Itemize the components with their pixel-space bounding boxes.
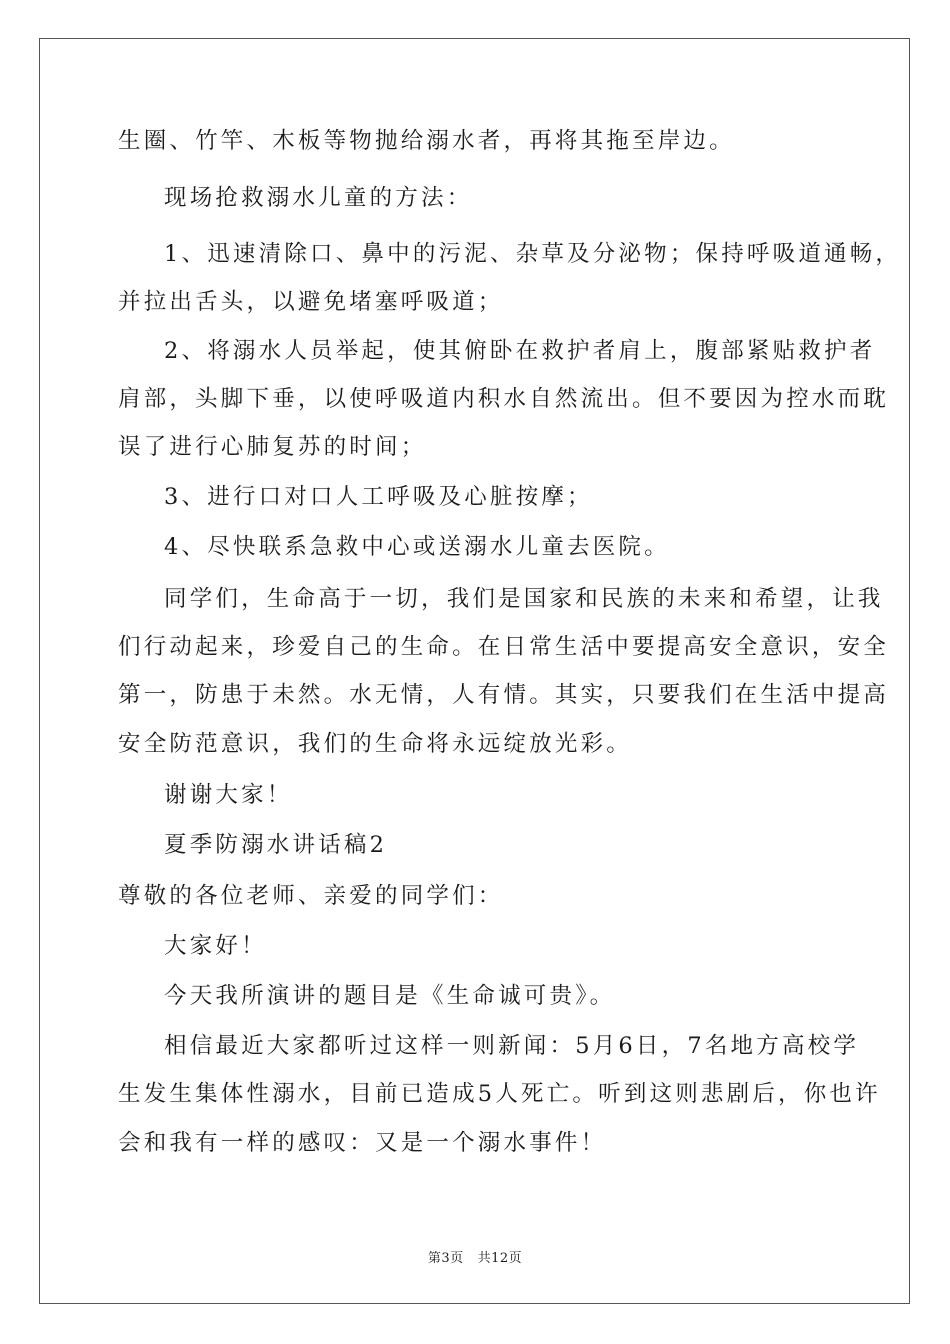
body-line: 们行动起来，珍爱自己的生命。在日常生活中要提高安全意识，安全 xyxy=(118,634,890,660)
page-border xyxy=(39,38,910,1304)
body-line: 生发生集体性溺水，目前已造成5人死亡。听到这则悲剧后，你也许 xyxy=(118,1081,881,1107)
body-line: 生圈、竹竿、木板等物抛给溺水者，再将其拖至岸边。 xyxy=(118,128,735,154)
section-heading: 夏季防溺水讲话稿2 xyxy=(164,832,388,858)
body-line: 安全防范意识，我们的生命将永远绽放光彩。 xyxy=(118,731,633,757)
total-pages: 共12页 xyxy=(477,1251,523,1266)
page-footer xyxy=(0,1247,950,1266)
body-line: 会和我有一样的感叹：又是一个溺水事件！ xyxy=(118,1130,607,1156)
body-line: 1、迅速清除口、鼻中的污泥、杂草及分泌物；保持呼吸道通畅， xyxy=(164,241,902,267)
body-line: 现场抢救溺水儿童的方法： xyxy=(164,185,473,211)
body-line: 4、尽快联系急救中心或送溺水儿童去医院。 xyxy=(164,534,670,560)
body-line: 并拉出舌头，以避免堵塞呼吸道； xyxy=(118,289,504,315)
body-line: 同学们，生命高于一切，我们是国家和民族的未来和希望，让我 xyxy=(164,586,884,612)
body-line: 大家好！ xyxy=(164,933,267,959)
body-line: 2、将溺水人员举起，使其俯卧在救护者肩上，腹部紧贴救护者 xyxy=(164,338,876,364)
body-line: 谢谢大家！ xyxy=(164,782,293,808)
body-line: 相信最近大家都听过这样一则新闻：5月6日，7名地方高校学 xyxy=(164,1033,860,1059)
page-number: 第3页 xyxy=(427,1251,464,1266)
body-line: 肩部，头脚下垂，以使呼吸道内积水自然流出。但不要因为控水而耽 xyxy=(118,386,890,412)
salutation: 尊敬的各位老师、亲爱的同学们： xyxy=(118,883,504,909)
body-line: 3、进行口对口人工呼吸及心脏按摩； xyxy=(164,484,593,510)
body-line: 第一，防患于未然。水无情，人有情。其实，只要我们在生活中提高 xyxy=(118,682,890,708)
body-line: 今天我所演讲的题目是《生命诚可贵》。 xyxy=(164,983,616,1009)
body-line: 误了进行心肺复苏的时间； xyxy=(118,434,427,460)
